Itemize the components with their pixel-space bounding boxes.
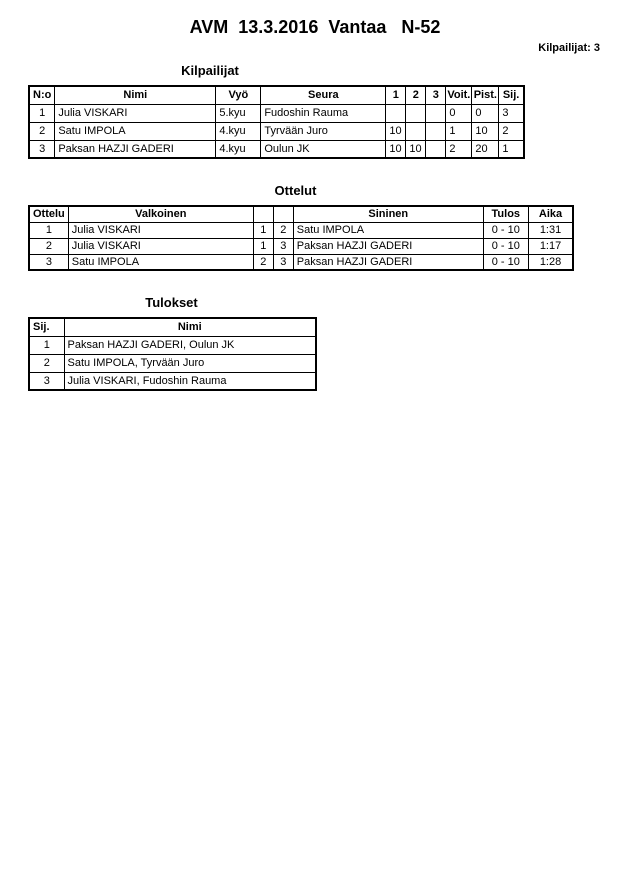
cell-tulos: 0 - 10 <box>483 238 528 254</box>
cell-valkoinen-no: 1 <box>253 222 273 238</box>
col-header-sij: Sij. <box>499 86 524 104</box>
col-header-ottelu: Ottelu <box>29 206 68 222</box>
cell-seura: Fudoshin Rauma <box>261 104 386 122</box>
col-header-sij: Sij. <box>29 318 64 336</box>
cell-aika: 1:31 <box>528 222 573 238</box>
cell-score-2 <box>406 104 426 122</box>
cell-sininen-no: 3 <box>273 238 293 254</box>
cell-score-3 <box>426 122 446 140</box>
cell-sij: 3 <box>29 372 64 390</box>
cell-nimi: Julia VISKARI, Fudoshin Rauma <box>64 372 316 390</box>
cell-nimi: Paksan HAZJI GADERI <box>55 140 216 158</box>
cell-pist: 0 <box>472 104 499 122</box>
table-row <box>29 254 573 270</box>
table-row <box>29 222 573 238</box>
cell-sininen: Paksan HAZJI GADERI <box>293 238 483 254</box>
col-header-tulos: Tulos <box>483 206 528 222</box>
cell-seura: Oulun JK <box>261 140 386 158</box>
col-header-nimi: Nimi <box>55 86 216 104</box>
ottelut-table <box>28 205 574 271</box>
cell-nimi: Julia VISKARI <box>55 104 216 122</box>
table-row <box>29 238 573 254</box>
cell-score-1 <box>386 104 406 122</box>
col-header-vyo: Vyö <box>216 86 261 104</box>
tulokset-header-row <box>29 318 316 336</box>
cell-valkoinen: Julia VISKARI <box>68 238 253 254</box>
kilpailijat-heading: Kilpailijat <box>181 63 239 78</box>
col-header-3: 3 <box>426 86 446 104</box>
cell-no: 2 <box>29 122 55 140</box>
col-header-valkoinen: Valkoinen <box>68 206 253 222</box>
cell-aika: 1:17 <box>528 238 573 254</box>
cell-pist: 20 <box>472 140 499 158</box>
competitor-count: Kilpailijat: 3 <box>538 42 600 54</box>
cell-no: 1 <box>29 104 55 122</box>
cell-score-2: 10 <box>406 140 426 158</box>
cell-tulos: 0 - 10 <box>483 254 528 270</box>
tulokset-heading: Tulokset <box>145 295 198 310</box>
cell-score-3 <box>426 104 446 122</box>
cell-score-1: 10 <box>386 140 406 158</box>
cell-valkoinen-no: 2 <box>253 254 273 270</box>
kilpailijat-table <box>28 85 525 159</box>
cell-sininen: Paksan HAZJI GADERI <box>293 254 483 270</box>
cell-sij: 2 <box>29 354 64 372</box>
cell-seura: Tyrvään Juro <box>261 122 386 140</box>
col-header-no: N:o <box>29 86 55 104</box>
cell-score-2 <box>406 122 426 140</box>
col-header-1: 1 <box>386 86 406 104</box>
cell-voit: 2 <box>446 140 472 158</box>
table-row <box>29 336 316 354</box>
tulokset-table <box>28 317 317 391</box>
cell-nimi: Satu IMPOLA <box>55 122 216 140</box>
col-header-pist: Pist. <box>472 86 499 104</box>
col-header-voit: Voit. <box>446 86 472 104</box>
cell-voit: 0 <box>446 104 472 122</box>
ottelut-heading: Ottelut <box>274 183 317 198</box>
col-header-sininen: Sininen <box>293 206 483 222</box>
cell-ottelu-no: 2 <box>29 238 68 254</box>
cell-aika: 1:28 <box>528 254 573 270</box>
page-title: AVM 13.3.2016 Vantaa N-52 <box>189 17 441 37</box>
cell-sininen-no: 2 <box>273 222 293 238</box>
col-header-white-number <box>253 206 273 222</box>
cell-score-3 <box>426 140 446 158</box>
cell-tulos: 0 - 10 <box>483 222 528 238</box>
cell-sininen-no: 3 <box>273 254 293 270</box>
table-row <box>29 354 316 372</box>
cell-valkoinen-no: 1 <box>253 238 273 254</box>
cell-valkoinen: Julia VISKARI <box>68 222 253 238</box>
table-row <box>29 140 524 158</box>
col-header-blue-number <box>273 206 293 222</box>
cell-vyo: 5.kyu <box>216 104 261 122</box>
col-header-nimi: Nimi <box>64 318 316 336</box>
cell-score-1: 10 <box>386 122 406 140</box>
col-header-seura: Seura <box>261 86 386 104</box>
cell-vyo: 4.kyu <box>216 122 261 140</box>
cell-sij: 1 <box>499 140 524 158</box>
ottelut-header-row <box>29 206 573 222</box>
cell-pist: 10 <box>472 122 499 140</box>
cell-sij: 3 <box>499 104 524 122</box>
cell-ottelu-no: 3 <box>29 254 68 270</box>
table-row <box>29 122 524 140</box>
cell-nimi: Paksan HAZJI GADERI, Oulun JK <box>64 336 316 354</box>
cell-sij: 2 <box>499 122 524 140</box>
cell-voit: 1 <box>446 122 472 140</box>
cell-sij: 1 <box>29 336 64 354</box>
cell-no: 3 <box>29 140 55 158</box>
kilpailijat-header-row <box>29 86 524 104</box>
cell-valkoinen: Satu IMPOLA <box>68 254 253 270</box>
cell-vyo: 4.kyu <box>216 140 261 158</box>
col-header-aika: Aika <box>528 206 573 222</box>
table-row <box>29 372 316 390</box>
cell-sininen: Satu IMPOLA <box>293 222 483 238</box>
cell-ottelu-no: 1 <box>29 222 68 238</box>
cell-nimi: Satu IMPOLA, Tyrvään Juro <box>64 354 316 372</box>
table-row <box>29 104 524 122</box>
col-header-2: 2 <box>406 86 426 104</box>
